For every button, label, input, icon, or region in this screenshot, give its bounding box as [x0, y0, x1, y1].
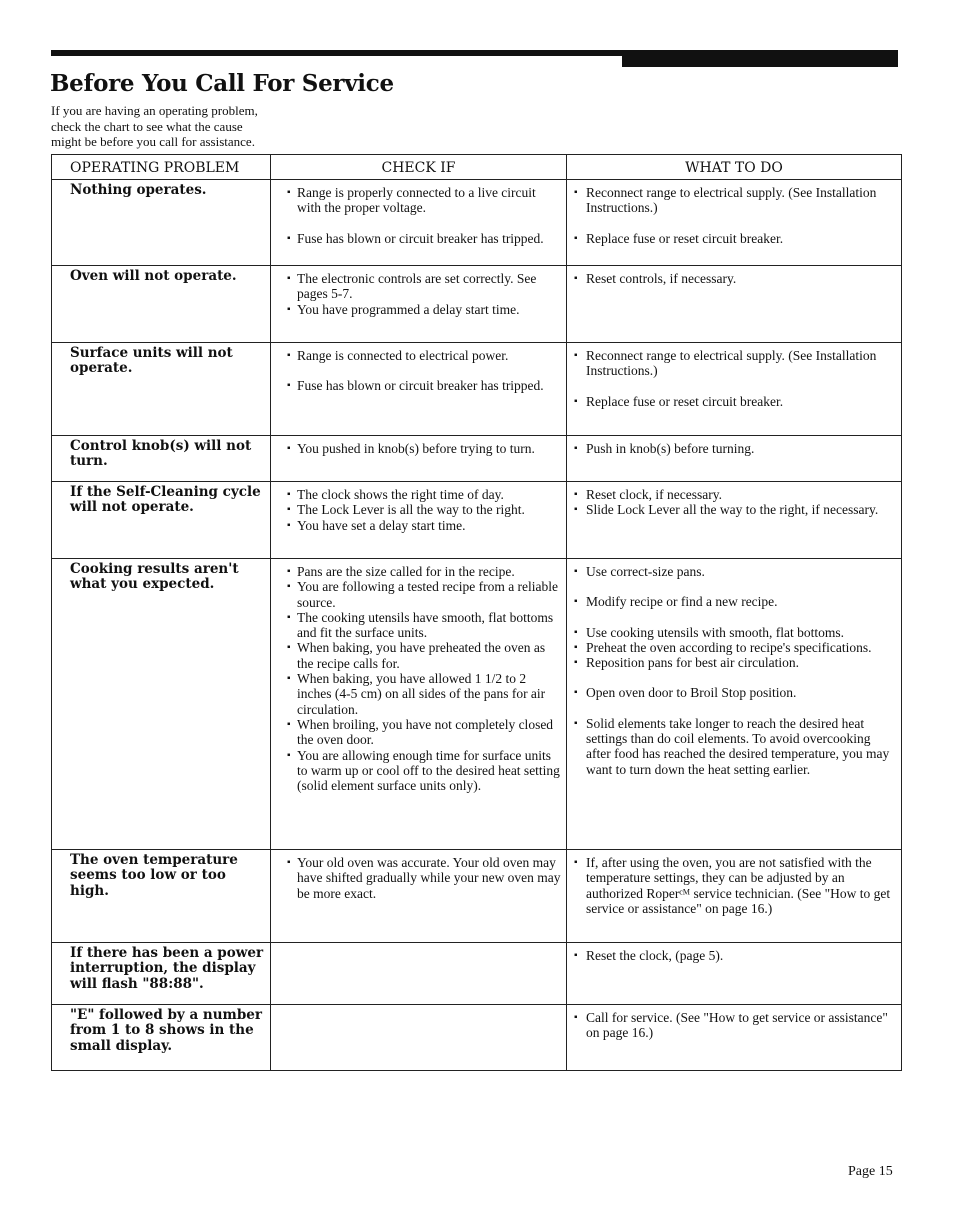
what-to-do-cell	[567, 482, 902, 559]
action-list	[571, 855, 897, 916]
operating-problem-cell: If the Self-Cleaning cycle will not operate.	[52, 482, 271, 559]
action-item: ▪ Modify recipe or find a new recipe.	[571, 594, 897, 609]
check-item: ▪ You are following a tested recipe from a reliable source.	[275, 579, 562, 610]
table-row	[52, 1005, 902, 1071]
table-row	[52, 850, 902, 943]
action-item: ▪ Reset the clock, (page 5).	[571, 948, 897, 963]
action-list	[571, 185, 897, 246]
check-item: ▪ You are allowing enough time for surface units to warm up or cool off to the desired heat setting (solid element surface units only).	[275, 748, 562, 794]
action-list	[571, 348, 897, 409]
check-if-cell	[271, 266, 567, 343]
what-to-do-cell	[567, 436, 902, 482]
operating-problem-cell: Nothing operates.	[52, 180, 271, 266]
check-item: ▪ Fuse has blown or circuit breaker has tripped.	[275, 231, 562, 246]
intro-text	[51, 103, 351, 150]
what-to-do-cell	[567, 943, 902, 1005]
check-item: ▪ You have set a delay start time.	[275, 518, 562, 533]
action-item: ▪ Use cooking utensils with smooth, flat bottoms.	[571, 625, 897, 640]
check-item: ▪ Pans are the size called for in the recipe.	[275, 564, 562, 579]
check-if-cell	[271, 343, 567, 436]
operating-problem-cell: Cooking results aren't what you expected.	[52, 559, 271, 850]
check-item: ▪ You have programmed a delay start time.	[275, 302, 562, 317]
what-to-do-cell	[567, 266, 902, 343]
action-item: ▪ Open oven door to Broil Stop position.	[571, 685, 897, 700]
action-list	[571, 1010, 897, 1041]
what-to-do-cell	[567, 1005, 902, 1071]
header-what-to-do: WHAT TO DO	[567, 155, 902, 180]
action-list	[571, 441, 897, 456]
action-list	[571, 271, 897, 286]
action-item: ▪ If, after using the oven, you are not satisfied with the temperature settings, they can be adjusted by an authorized Roperᶜᴹ service technician. (See "How to get service or assistance" on page 16.)	[571, 855, 897, 916]
check-list	[275, 855, 562, 901]
page-number: Page 15	[848, 1164, 893, 1179]
check-item: ▪ The Lock Lever is all the way to the right.	[275, 502, 562, 517]
table-row	[52, 482, 902, 559]
action-list	[571, 487, 897, 518]
operating-problem-cell: Oven will not operate.	[52, 266, 271, 343]
header-check-if: CHECK IF	[271, 155, 567, 180]
action-item: ▪ Replace fuse or reset circuit breaker.	[571, 394, 897, 409]
check-item: ▪ Your old oven was accurate. Your old oven may have shifted gradually while your new oven may be more exact.	[275, 855, 562, 901]
table-row	[52, 559, 902, 850]
table-row	[52, 266, 902, 343]
what-to-do-cell	[567, 559, 902, 850]
check-item: ▪ When baking, you have preheated the oven as the recipe calls for.	[275, 640, 562, 671]
table-header-row	[52, 155, 902, 180]
intro-line: If you are having an operating problem,	[51, 103, 258, 118]
what-to-do-cell	[567, 343, 902, 436]
action-list	[571, 564, 897, 777]
check-item: ▪ When broiling, you have not completely closed the oven door.	[275, 717, 562, 748]
check-item: ▪ The electronic controls are set correctly. See pages 5-7.	[275, 271, 562, 302]
action-item: ▪ Reset controls, if necessary.	[571, 271, 897, 286]
action-item: ▪ Preheat the oven according to recipe's specifications.	[571, 640, 897, 655]
header-operating-problem: OPERATING PROBLEM	[52, 155, 271, 180]
check-list	[275, 441, 562, 456]
action-item: ▪ Replace fuse or reset circuit breaker.	[571, 231, 897, 246]
table-row	[52, 436, 902, 482]
table-row	[52, 943, 902, 1005]
action-item: ▪ Call for service. (See "How to get service or assistance" on page 16.)	[571, 1010, 897, 1041]
action-item: ▪ Push in knob(s) before turning.	[571, 441, 897, 456]
check-item: ▪ You pushed in knob(s) before trying to turn.	[275, 441, 562, 456]
check-if-cell	[271, 180, 567, 266]
action-item: ▪ Solid elements take longer to reach the desired heat settings than do coil elements. To avoid overcooking after food has reached the desired temperature, you may want to turn down the heat setting earlier.	[571, 716, 897, 777]
page-title: Before You Call For Service	[50, 70, 394, 97]
table-body	[52, 180, 902, 1071]
header-rule-block	[622, 50, 898, 67]
intro-line: might be before you call for assistance.	[51, 134, 255, 149]
action-item: ▪ Reset clock, if necessary.	[571, 487, 897, 502]
operating-problem-cell: "E" followed by a number from 1 to 8 shows in the small display.	[52, 1005, 271, 1071]
check-if-cell	[271, 850, 567, 943]
check-if-cell	[271, 943, 567, 1005]
check-item: ▪ When baking, you have allowed 1 1/2 to 2 inches (4-5 cm) on all sides of the pans for air circulation.	[275, 671, 562, 717]
check-item: ▪ Range is properly connected to a live circuit with the proper voltage.	[275, 185, 562, 216]
check-list	[275, 564, 562, 793]
operating-problem-cell: The oven temperature seems too low or too high.	[52, 850, 271, 943]
check-item: ▪ Range is connected to electrical power.	[275, 348, 562, 363]
operating-problem-cell: If there has been a power interruption, the display will flash "88:88".	[52, 943, 271, 1005]
what-to-do-cell	[567, 180, 902, 266]
table-row	[52, 343, 902, 436]
intro-line: check the chart to see what the cause	[51, 118, 243, 134]
table-row	[52, 180, 902, 266]
check-list	[275, 487, 562, 533]
check-list	[275, 185, 562, 246]
action-item: ▪ Use correct-size pans.	[571, 564, 897, 579]
action-item: ▪ Slide Lock Lever all the way to the right, if necessary.	[571, 502, 897, 517]
action-item: ▪ Reposition pans for best air circulation.	[571, 655, 897, 670]
check-if-cell	[271, 559, 567, 850]
check-item: ▪ Fuse has blown or circuit breaker has tripped.	[275, 378, 562, 393]
check-if-cell	[271, 436, 567, 482]
operating-problem-cell: Surface units will not operate.	[52, 343, 271, 436]
check-list	[275, 348, 562, 394]
action-list	[571, 948, 897, 963]
operating-problem-cell: Control knob(s) will not turn.	[52, 436, 271, 482]
action-item: ▪ Reconnect range to electrical supply. (See Installation Instructions.)	[571, 185, 897, 216]
check-if-cell	[271, 482, 567, 559]
check-if-cell	[271, 1005, 567, 1071]
check-list	[275, 271, 562, 317]
check-item: ▪ The clock shows the right time of day.	[275, 487, 562, 502]
action-item: ▪ Reconnect range to electrical supply. (See Installation Instructions.)	[571, 348, 897, 379]
what-to-do-cell	[567, 850, 902, 943]
check-item: ▪ The cooking utensils have smooth, flat bottoms and fit the surface units.	[275, 610, 562, 641]
troubleshooting-table	[51, 154, 902, 1071]
